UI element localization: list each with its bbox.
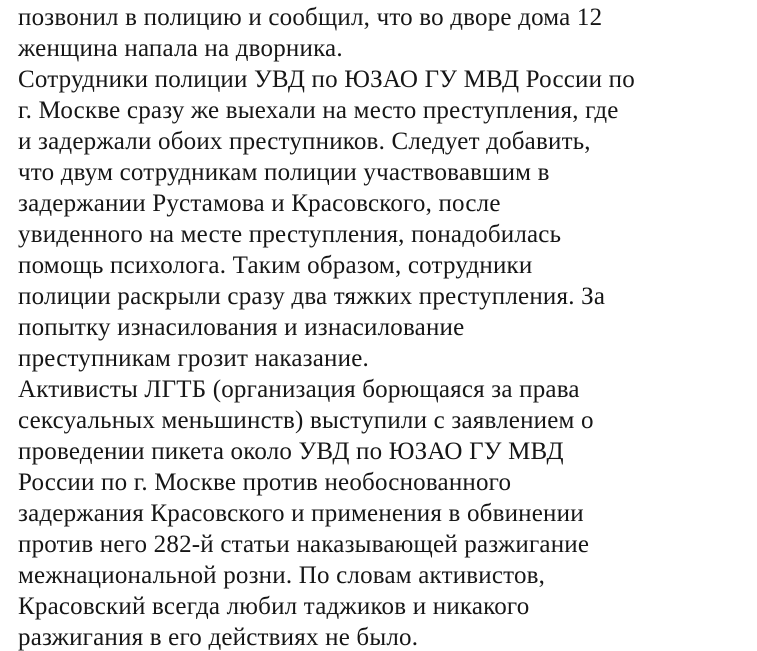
text-line: полиции раскрыли сразу два тяжких преступления. За <box>18 283 606 310</box>
text-line: Сотрудники полиции УВД по ЮЗАО ГУ МВД России по <box>18 66 635 93</box>
text-line: и задержали обоих преступников. Следует добавить, <box>18 128 591 155</box>
text-line: Красовский всегда любил таджиков и никакого <box>18 593 530 620</box>
text-line: увиденного на месте преступления, понадобилась <box>18 221 562 248</box>
text-line: позвонил в полицию и сообщил, что во дворе дома 12 <box>18 4 603 31</box>
text-line: Активисты ЛГТБ (организация борющаяся за права <box>18 376 580 403</box>
paragraph-intro-continuation <box>18 2 747 64</box>
text-line: задержания Красовского и применения в обвинении <box>18 500 584 527</box>
text-line: задержании Рустамова и Красовского, после <box>18 190 501 217</box>
text-line: что двум сотрудникам полиции участвовавшим в <box>18 159 550 186</box>
paragraph-police-report <box>18 64 747 374</box>
text-line: сексуальных меньшинств) выступили с заявлением о <box>18 407 594 434</box>
text-line: женщина напала на дворника. <box>18 35 343 62</box>
article-text <box>18 2 747 651</box>
paragraph-activists-statement <box>18 374 747 651</box>
text-line: против него 282-й статьи наказывающей разжигание <box>18 531 590 558</box>
text-line: России по г. Москве против необоснованного <box>18 469 512 496</box>
text-line: межнациональной розни. По словам активистов, <box>18 562 546 589</box>
text-line: помощь психолога. Таким образом, сотрудники <box>18 252 533 279</box>
text-line: г. Москве сразу же выехали на место преступления, где <box>18 97 619 124</box>
text-line: попытку изнасилования и изнасилование <box>18 314 465 341</box>
text-line: проведении пикета около УВД по ЮЗАО ГУ МВД <box>18 438 564 465</box>
text-line: разжигания в его действиях не было. <box>18 624 419 651</box>
text-line: преступникам грозит наказание. <box>18 345 369 372</box>
